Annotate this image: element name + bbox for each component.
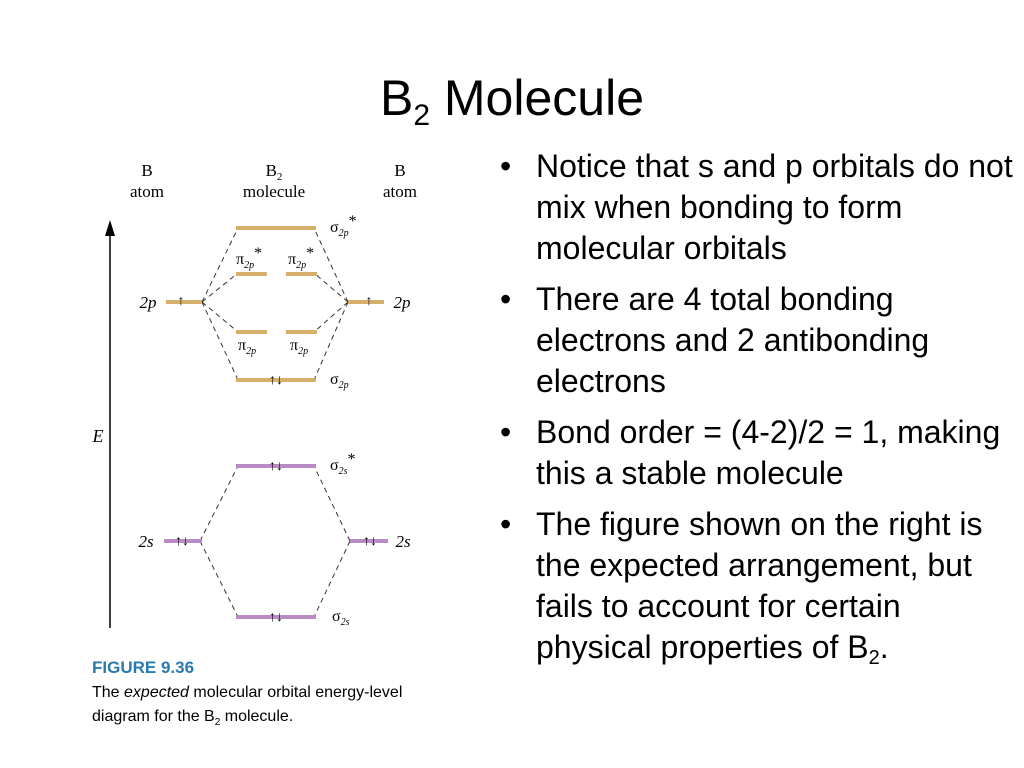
pi-2p-star-label-2: $\pi_{2p}*$: [288, 245, 315, 271]
title-main: B: [379, 70, 414, 126]
right-2s-electrons: ↑↓: [363, 534, 377, 549]
pi-2p-star-level-1: [236, 272, 267, 276]
left-2p-electron: ↑: [177, 294, 185, 309]
bullet-text: Notice that s and p orbitals do not mix when bonding to form molecular orbitals: [536, 148, 1013, 266]
bullet-item: [496, 412, 1016, 494]
pi-2p-level-2: [286, 330, 317, 334]
bullet-text-end: .: [879, 629, 889, 665]
pi-2p-label-2: $\pi_{2p}$: [290, 337, 309, 357]
bullet-list: [496, 146, 1016, 689]
left-2p-label: 2p: [139, 293, 157, 312]
sigma-2s-star-electrons: ↑↓: [269, 459, 283, 474]
sigma-2p-electrons: ↑↓: [269, 373, 283, 388]
figure-caption-line-1: The expected molecular orbital energy-level: [92, 684, 403, 701]
sigma-2s-star-label: $\sigma_{2s}*$: [330, 451, 356, 477]
bullet-text: There are 4 total bonding electrons and 2 antibonding electrons: [536, 281, 930, 399]
right-2s-label: 2s: [395, 532, 411, 551]
bullet-item: [496, 146, 1016, 269]
bullet-subscript: 2: [868, 647, 880, 669]
bullet-text: The figure shown on the right is the expected arrangement, but fails to account for certain physical properties of B: [536, 506, 983, 665]
bullet-item: [496, 279, 1016, 402]
pi-2p-level-1: [236, 330, 267, 334]
pi-2p-star-level-2: [286, 272, 317, 276]
sigma-2s-electrons: ↑↓: [269, 610, 283, 625]
header-mid-molecule: molecule: [242, 182, 306, 201]
header-mid-b2: $B_2$: [265, 161, 283, 183]
energy-axis-arrowhead: [105, 220, 115, 236]
bullet-item: [496, 504, 1016, 679]
mo-diagram: [0, 0, 480, 740]
pi-2p-star-label-1: $\pi_{2p}*$: [236, 245, 263, 271]
header-right-b: B: [394, 161, 406, 180]
sigma-2p-star-label: $\sigma_{2p}*$: [330, 213, 357, 239]
title-subscript: 2: [413, 99, 431, 132]
sigma-2p-label: $\sigma_{2p}$: [330, 371, 349, 391]
left-2s-electrons: ↑↓: [175, 534, 189, 549]
sigma-2s-label: $\sigma_{2s}$: [332, 608, 350, 628]
left-2s-label: 2s: [138, 532, 154, 551]
correlation-lines: [200, 228, 350, 617]
title-rest: Molecule: [430, 70, 645, 126]
pi-2p-label-1: $\pi_{2p}$: [238, 337, 257, 357]
figure-caption-line-2: diagram for the $B_2$ molecule.: [92, 708, 294, 728]
energy-axis-label: E: [92, 426, 104, 446]
right-2p-label: 2p: [393, 293, 411, 312]
sigma-2p-star-level: [236, 226, 316, 230]
right-2p-electron: ↑: [365, 294, 373, 309]
bullet-text: Bond order = (4-2)/2 = 1, making this a stable molecule: [536, 414, 1001, 491]
figure-label: FIGURE 9.36: [92, 658, 195, 677]
header-left-b: B: [141, 161, 153, 180]
header-right-atom: atom: [383, 182, 417, 201]
header-left-atom: atom: [130, 182, 164, 201]
